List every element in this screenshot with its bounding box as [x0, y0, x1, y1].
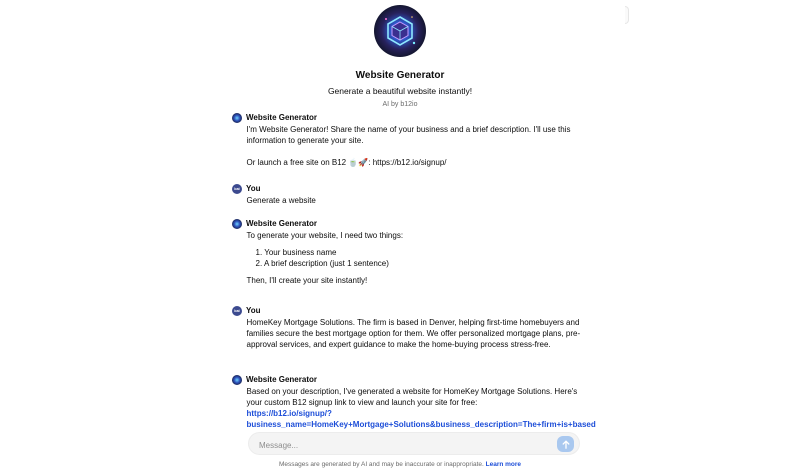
message-author: You [246, 184, 261, 193]
message-text: Based on your description, I've generated a website for HomeKey Mortgage Solutions. Here's your custom B12 signup link to view and launch your site for free: [246, 386, 578, 407]
arrow-up-icon [562, 440, 570, 449]
message-author: You [246, 306, 261, 315]
message-author: Website Generator [246, 113, 317, 122]
assistant-avatar-icon [232, 113, 242, 123]
message-text: Generate a website [246, 195, 316, 205]
user-avatar: bai [232, 306, 242, 316]
signup-link[interactable]: https://b12.io/signup/? [246, 408, 332, 418]
gpt-title: Website Generator [355, 70, 445, 81]
assistant-message [232, 112, 588, 168]
message-composer [248, 432, 580, 455]
message-author: Website Generator [246, 375, 317, 384]
disclaimer-text: Messages are generated by AI and may be inaccurate or inappropriate. [278, 461, 484, 468]
gpt-header [0, 5, 800, 108]
gpt-description: Generate a beautiful website instantly! [327, 86, 473, 96]
user-message [232, 183, 588, 206]
message-text: Then, I'll create your site instantly! [246, 275, 368, 285]
message-text: Or launch a free site on B12 🍵🚀: https://b12.io/signup/ [246, 157, 447, 167]
footer-disclaimer [0, 461, 800, 468]
message-text: To generate your website, I need two things: [246, 230, 404, 240]
message-text: HomeKey Mortgage Solutions. The firm is based in Denver, helping first-time homebuyers and families secure the best mortgage option for them. We offer personalized mortgage plans, pre-approval services, and expert guidance to make the home-buying process stress-free. [246, 317, 581, 349]
user-message [232, 305, 588, 350]
message-input[interactable] [257, 437, 541, 453]
send-button[interactable] [557, 436, 574, 452]
composer-area [232, 430, 592, 458]
user-avatar: bai [232, 184, 242, 194]
message-author: Website Generator [246, 219, 317, 228]
list-item: 1. Your business name [255, 247, 337, 257]
assistant-avatar-icon [232, 219, 242, 229]
signup-link-continued[interactable]: business_name=HomeKey+Mortgage+Solutions&business_description=The+firm+is+based [246, 419, 596, 429]
learn-more-link[interactable]: Learn more [485, 461, 522, 468]
assistant-avatar-icon [232, 375, 242, 385]
cube-logo-icon [374, 5, 426, 57]
gpt-byline: AI by b12io [382, 101, 418, 108]
assistant-message [232, 218, 588, 286]
message-text: I'm Website Generator! Share the name of your business and a brief description. I'll use this information to generate your site. [246, 124, 571, 145]
gpt-avatar-image [374, 5, 426, 57]
list-item: 2. A brief description (just 1 sentence) [255, 258, 389, 268]
assistant-message [232, 374, 596, 430]
